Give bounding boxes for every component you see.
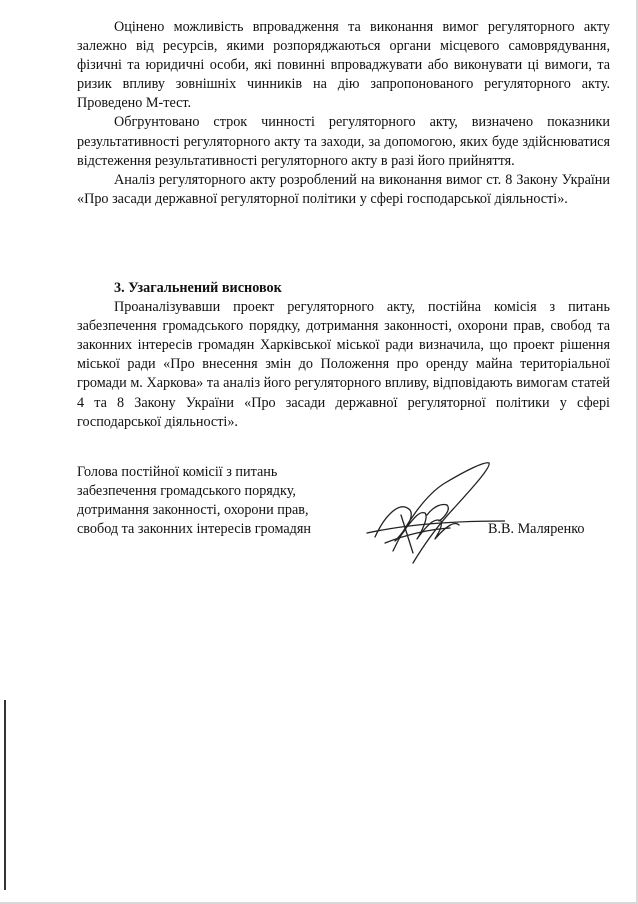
section-heading: 3. Узагальнений висновок (114, 280, 282, 296)
paragraph-law-reference: Аналіз регуляторного акту розроблений на виконання вимог ст. 8 Закону України «Про засади державної регуляторної політики у сфері господарської діяльності». (77, 171, 610, 207)
signatory-title (77, 463, 377, 539)
handwritten-signature (355, 455, 505, 570)
conclusion-paragraph: Проаналізувавши проект регуляторного акту, постійна комісія з питань забезпечення громадського порядку, дотримання законності, охорони прав, свобод та законних інтересів громадян Харківської міської ради визначила, що проект рішення міської ради «Про внесення змін до Положення про оренду майна територіальної громади м. Харкова» та аналіз його регуляторного впливу, відповідають вимогам статей 4 та 8 Закону України «Про засади державної регуляторної політики у сфері господарської діяльності». (77, 299, 610, 430)
scan-margin-line (4, 700, 6, 890)
paragraph-validity-term: Обгрунтовано строк чинності регуляторного акту, визначено показники результативності регуляторного акту та заходи, за допомогою, яких буде здійснюватися відстеження результативності регуляторного акту в разі його прийняття. (77, 114, 610, 169)
conclusion-section (77, 279, 610, 432)
paragraph-m-test: Оцінено можливість впровадження та виконання вимог регуляторного акту залежно від ресурсів, якими розпоряджаються органи місцевого самоврядування, фізичні та юридичні особи, які повинні впроваджувати або виконувати ці вимоги, та ризик впливу зовнішніх чинників на дію запропонованого регуляторного акту. Проведено М-тест. (77, 19, 610, 112)
signatory-name: В.В. Маляренко (488, 521, 585, 537)
assessment-section (77, 18, 610, 209)
signatory-title-line: забезпечення громадського порядку, (77, 483, 296, 500)
signatory-title-line: Голова постійної комісії з питань (77, 464, 278, 480)
signatory-title-line: свобод та законних інтересів громадян (77, 521, 311, 538)
signatory-title-line: дотримання законності, охорони прав, (77, 502, 309, 519)
